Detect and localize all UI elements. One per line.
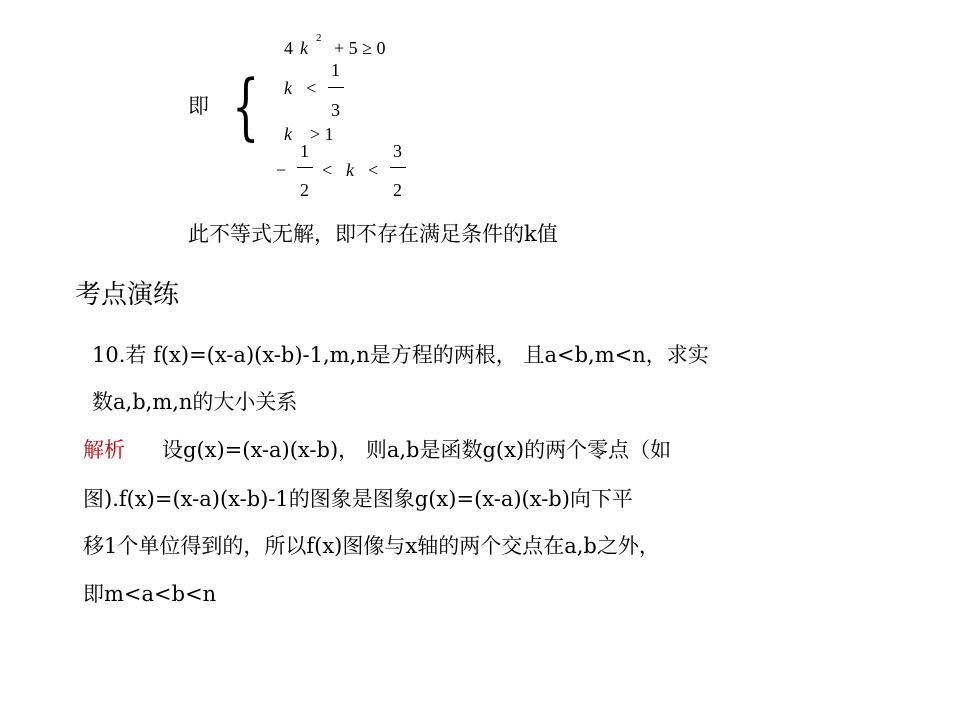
- row4-minus: −: [276, 160, 287, 180]
- conclusion-text: 此不等式无解，即不存在满足条件的k值: [188, 222, 558, 246]
- analysis-line-4: 即m<a<b<n: [83, 582, 217, 606]
- row1-coef: 4: [284, 38, 293, 58]
- analysis-line-2: 图).f(x)=(x-a)(x-b)-1的图象是图象g(x)=(x-a)(x-b)向下平: [83, 487, 633, 511]
- row2-op: <: [306, 78, 317, 98]
- row4-den2: 2: [393, 180, 402, 200]
- problem-line-2: 数a,b,m,n的大小关系: [92, 390, 298, 414]
- row4-fraction-bar-1: [297, 167, 313, 168]
- row3-op: > 1: [310, 124, 334, 144]
- row4-num1: 1: [300, 141, 309, 161]
- row4-fraction-bar-2: [390, 167, 406, 168]
- problem-line-1: 10.若 f(x)=(x-a)(x-b)-1,m,n是方程的两根， 且a<b,m<n，求实: [92, 343, 709, 367]
- row4-den1: 2: [300, 180, 309, 200]
- ji-label: 即: [188, 94, 209, 118]
- row3-var: k: [284, 124, 292, 144]
- analysis-label: 解析: [83, 438, 125, 462]
- row1-var: k: [300, 38, 308, 58]
- row2-num: 1: [331, 60, 340, 80]
- row1-exp: 2: [316, 32, 322, 44]
- analysis-line-1: 设g(x)=(x-a)(x-b)， 则a,b是函数g(x)的两个零点（如: [162, 438, 672, 462]
- row2-var: k: [284, 78, 292, 98]
- section-title: 考点演练: [75, 280, 180, 310]
- row1-rest: + 5 ≥ 0: [334, 38, 386, 58]
- row4-var: k: [346, 160, 354, 180]
- left-brace: {: [232, 64, 260, 148]
- row4-num2: 3: [393, 141, 402, 161]
- analysis-line-3: 移1个单位得到的，所以f(x)图像与x轴的两个交点在a,b之外，: [83, 534, 660, 558]
- row2-fraction-bar: [328, 87, 344, 88]
- row4-op2: <: [368, 160, 379, 180]
- row2-den: 3: [331, 100, 340, 120]
- row4-op1: <: [322, 160, 333, 180]
